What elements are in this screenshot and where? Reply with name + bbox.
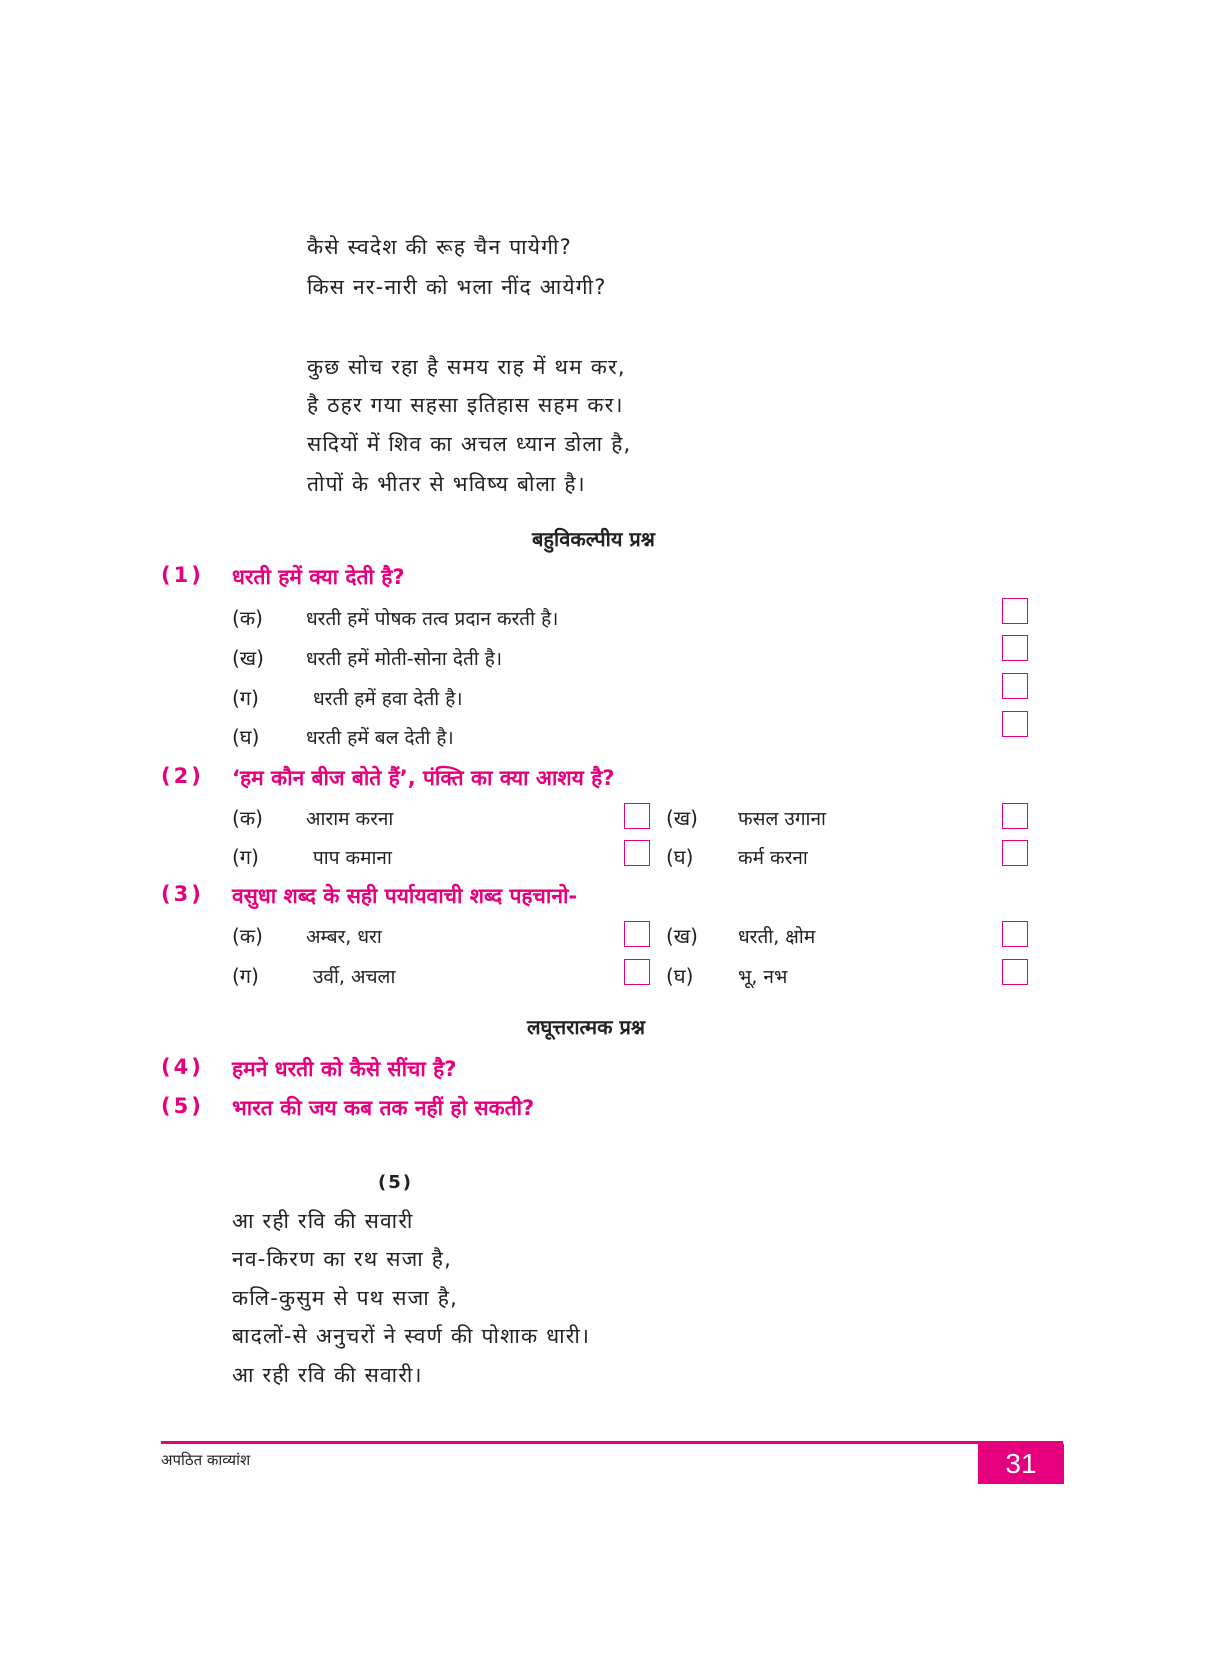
- option-text: कर्म करना: [738, 847, 808, 869]
- poem-line: आ रही रवि की सवारी: [232, 1209, 414, 1233]
- question-text: वसुधा शब्द के सही पर्यायवाची शब्द पहचानो-: [232, 884, 578, 908]
- option-label: (घ): [232, 725, 260, 749]
- answer-checkbox[interactable]: [1002, 711, 1028, 737]
- poem-line: नव-किरण का रथ सजा है,: [232, 1247, 452, 1271]
- question-text: भारत की जय कब तक नहीं हो सकती?: [232, 1096, 535, 1120]
- question-text: धरती हमें क्या देती है?: [232, 565, 405, 589]
- option-label: (क): [232, 606, 263, 630]
- option-label: (ख): [666, 924, 698, 948]
- answer-checkbox[interactable]: [624, 959, 650, 985]
- answer-checkbox[interactable]: [624, 921, 650, 947]
- poem-line: सदियों में शिव का अचल ध्यान डोला है,: [307, 432, 632, 456]
- answer-checkbox[interactable]: [1002, 921, 1028, 947]
- poem-line: बादलों-से अनुचरों ने स्वर्ण की पोशाक धारी।: [232, 1324, 591, 1348]
- option-label: (ग): [232, 964, 259, 988]
- option-label: (ख): [232, 646, 264, 670]
- answer-checkbox[interactable]: [624, 840, 650, 866]
- option-text: उर्वी, अचला: [313, 966, 396, 988]
- poem-line: आ रही रवि की सवारी।: [232, 1363, 423, 1387]
- poem-line: तोपों के भीतर से भविष्य बोला है।: [307, 472, 586, 496]
- option-text: धरती हमें हवा देती है।: [313, 688, 463, 710]
- option-label: (घ): [666, 845, 694, 869]
- poem-line: कुछ सोच रहा है समय राह में थम कर,: [307, 355, 626, 379]
- footer-rule: [161, 1441, 1063, 1444]
- poem-line: है ठहर गया सहसा इतिहास सहम कर।: [307, 393, 624, 417]
- poem-line: कलि-कुसुम से पथ सजा है,: [232, 1286, 458, 1310]
- option-text: धरती हमें बल देती है।: [306, 727, 454, 749]
- question-number: (2): [161, 764, 204, 788]
- option-label: (ग): [232, 845, 259, 869]
- answer-checkbox[interactable]: [624, 803, 650, 829]
- page-number: 31: [978, 1444, 1064, 1484]
- question-number: (3): [161, 882, 204, 906]
- section-heading-mcq: बहुविकल्पीय प्रश्न: [532, 527, 655, 551]
- answer-checkbox[interactable]: [1002, 803, 1028, 829]
- option-label: (क): [232, 924, 263, 948]
- section-number: (5): [378, 1172, 413, 1193]
- option-text: फसल उगाना: [738, 808, 826, 830]
- footer-title: अपठित काव्यांश: [161, 1451, 251, 1469]
- option-text: पाप कमाना: [313, 847, 392, 869]
- poem-line: कैसे स्वदेश की रूह चैन पायेगी?: [307, 235, 572, 259]
- answer-checkbox[interactable]: [1002, 635, 1028, 661]
- answer-checkbox[interactable]: [1002, 673, 1028, 699]
- option-label: (ग): [232, 686, 259, 710]
- answer-checkbox[interactable]: [1002, 840, 1028, 866]
- option-label: (क): [232, 806, 263, 830]
- option-label: (घ): [666, 964, 694, 988]
- section-heading-short: लघूत्तरात्मक प्रश्न: [527, 1015, 645, 1039]
- question-text: ‘हम कौन बीज बोते हैं’, पंक्ति का क्या आशय है?: [232, 766, 615, 790]
- question-number: (4): [161, 1055, 204, 1079]
- option-text: धरती हमें मोती-सोना देती है।: [306, 648, 503, 670]
- answer-checkbox[interactable]: [1002, 959, 1028, 985]
- poem-line: किस नर-नारी को भला नींद आयेगी?: [307, 275, 607, 299]
- question-text: हमने धरती को कैसे सींचा है?: [232, 1057, 457, 1081]
- option-label: (ख): [666, 806, 698, 830]
- option-text: धरती हमें पोषक तत्व प्रदान करती है।: [306, 608, 559, 630]
- option-text: भू, नभ: [738, 966, 788, 988]
- option-text: धरती, क्षोम: [738, 926, 816, 948]
- question-number: (5): [161, 1094, 204, 1118]
- question-number: (1): [161, 563, 204, 587]
- option-text: आराम करना: [306, 808, 394, 830]
- answer-checkbox[interactable]: [1002, 598, 1028, 624]
- option-text: अम्बर, धरा: [306, 926, 382, 948]
